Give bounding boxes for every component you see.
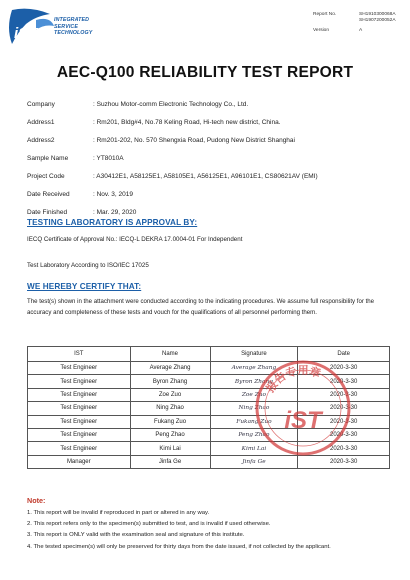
signature-cell: Ning Zhao [210,402,298,415]
role-cell: Test Engineer [28,442,131,455]
report-info [27,95,318,221]
approval-line-2: Test Laboratory According to ISO/IEC 17025 [27,262,149,269]
logo-line: SERVICE [54,23,78,30]
info-value: : Nov. 3, 2019 [93,190,133,198]
date-cell: 2020-3-30 [298,388,390,401]
info-value: : A30412E1, A58125E1, A58105E1, A56125E1, A96101E1, CS80621AV (EMI) [93,172,318,180]
info-row-sample-name [27,149,318,167]
report-number-value-2: SH1907200052A [359,18,396,24]
logo-line: INTEGRATED [54,17,90,23]
name-cell: Ning Zhao [130,402,210,415]
version-value: A [359,27,363,33]
signature-cell: Kimi Lai [210,442,298,455]
certify-heading: WE HEREBY CERTIFY THAT: [27,282,142,291]
ist-logo [6,6,118,50]
stamp-center-text: iST [284,407,322,434]
role-cell: Test Engineer [28,375,131,388]
signature-cell: Jinfa Ge [210,455,298,468]
logo-text [54,17,92,37]
report-number-row-2 [313,18,396,24]
role-cell: Test Engineer [28,388,131,401]
version-row [313,28,396,34]
role-cell: Test Engineer [28,428,131,441]
name-cell: Kimi Lai [130,442,210,455]
approval-heading: TESTING LABORATORY IS APPROVAL BY: [27,218,198,227]
name-cell: Byron Zhang [130,375,210,388]
info-value: : Mar. 29, 2020 [93,208,137,216]
approval-line-1: IECQ Certificate of Approval No.: IECQ-L DEKRA 17.0004-01 For Independent [27,236,243,243]
certify-text: The test(s) shown in the attachment were conducted according to the indicating procedures. We assume full responsibility for the accuracy and completeness of these tests and vouch for the qualifications of all personnel performing them. [27,298,375,316]
info-value: : Suzhou Motor-comm Electronic Technology Co., Ltd. [93,100,249,108]
info-value: : Rm201, Bldg#4, No.78 Keling Road, Hi-tech new district, China. [93,118,281,126]
name-cell: Average Zhang [130,362,210,375]
notes-list [27,508,392,551]
report-number-label-2 [313,18,359,24]
note-item: 1. This report will be invalid if reproduced in part or altered in any way. [27,510,210,516]
info-row-date-received [27,185,318,203]
signature-cell: Zoe Zuo [210,388,298,401]
logo-mark-text: iST [14,25,38,42]
signature-cell: Byron Zhang [210,375,298,388]
stamp-ring-text: 报告专用章 [263,363,323,395]
info-value: : Rm201-202, No. 570 Shengxia Road, Pudong New District Shanghai [93,136,295,144]
column-header: IST [28,347,131,362]
role-cell: Test Engineer [28,415,131,428]
info-row-address2 [27,131,318,149]
info-value: : YT8010A [93,154,124,162]
logo-line: TECHNOLOGY [54,30,93,37]
note-item: 4. The tested specimen(s) will only be preserved for thirty days from the date issued, if not collected by the applicant. [27,544,331,550]
info-row-company [27,95,318,113]
report-title: AEC-Q100 RELIABILITY TEST REPORT [56,64,354,81]
report-number-label: Report No. [313,12,337,17]
name-cell: Jinfa Ge [130,455,210,468]
note-item: 2. This report refers only to the specimen(s) submitted to test, and is invalid if used otherwise. [27,521,271,527]
info-label: Project Code [27,172,65,180]
date-cell: 2020-3-30 [298,415,390,428]
role-cell: Test Engineer [28,402,131,415]
info-row-address1 [27,113,318,131]
date-cell: 2020-3-30 [298,402,390,415]
role-cell: Test Engineer [28,362,131,375]
info-label: Company [27,100,55,108]
info-label: Date Received [27,190,70,198]
info-label: Address2 [27,136,55,144]
signature-cell: Average Zhang [210,362,298,375]
date-cell: 2020-3-30 [298,442,390,455]
column-header: Date [298,347,390,362]
version-label: Version [313,27,329,33]
column-header: Signature [210,347,298,362]
seal-stamp [253,358,353,458]
role-cell: Manager [28,455,131,468]
ist-logo-mark [6,6,56,48]
date-cell: 2020-3-30 [298,362,390,375]
report-number-value: SH1910300068A [359,12,396,17]
column-header: Name [130,347,210,362]
note-item: 3. This report is ONLY valid with the examination seal and signature of this institute. [27,532,245,538]
date-cell: 2020-3-30 [298,455,390,468]
signature-cell: Fukang Zuo [210,415,298,428]
info-label: Date Finished [27,208,68,216]
date-cell: 2020-3-30 [298,428,390,441]
note-title: Note: [27,496,46,505]
info-label: Sample Name [27,154,69,162]
date-cell: 2020-3-30 [298,375,390,388]
report-meta [313,12,396,34]
info-row-project-code [27,167,318,185]
name-cell: Zoe Zuo [130,388,210,401]
info-label: Address1 [27,118,55,126]
name-cell: Peng Zhao [130,428,210,441]
name-cell: Fukang Zuo [130,415,210,428]
svg-text:报告专用章 [263,364,323,395]
signature-cell: Peng Zhao [210,428,298,441]
